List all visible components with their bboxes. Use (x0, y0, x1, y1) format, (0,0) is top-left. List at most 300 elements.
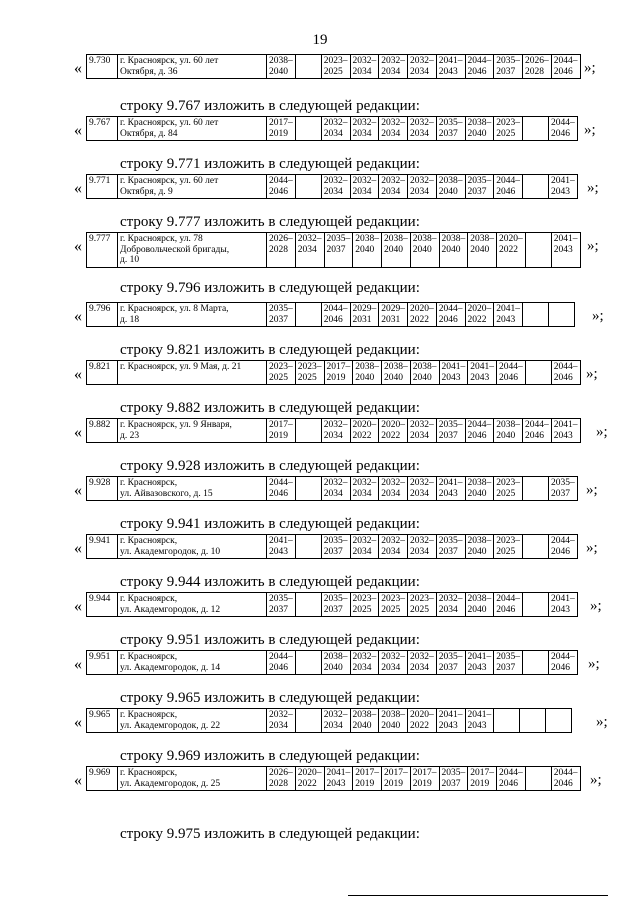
year-range-cell (549, 535, 578, 559)
year-end: 2037 (438, 662, 458, 673)
year-start: 2020– (410, 710, 434, 720)
year-end: 2037 (496, 66, 516, 77)
open-quote: « (74, 772, 82, 789)
address-cell (118, 477, 267, 501)
year-start: 2032– (297, 234, 322, 244)
year-end: 2046 (269, 662, 288, 673)
address-line: г. Красноярск, ул. 60 лет (120, 176, 219, 186)
table-row (87, 709, 572, 733)
year-range-cell (465, 117, 494, 141)
year-end: 2034 (323, 720, 343, 731)
year-end: 2037 (441, 778, 461, 789)
year-start: 2038– (355, 234, 379, 244)
row-number: 9.777 (87, 233, 118, 268)
year-start: 2044– (553, 362, 578, 372)
year-start: 2017– (384, 768, 408, 778)
record-table (86, 302, 575, 327)
year-start: 2038– (467, 536, 492, 546)
year-start: 2041– (470, 362, 494, 372)
year-end: 2022 (352, 430, 372, 441)
year-end: 2046 (551, 128, 570, 139)
year-start: 2044– (496, 594, 520, 604)
record-table (86, 650, 578, 675)
year-end: 2025 (496, 488, 516, 499)
year-end: 2034 (352, 186, 372, 197)
year-start: 2035– (438, 420, 463, 430)
year-end: 2019 (384, 778, 403, 789)
year-start: 2032– (381, 478, 405, 488)
year-range-cell (267, 303, 296, 327)
year-start: 2038– (441, 234, 466, 244)
year-range-cell (523, 175, 549, 199)
year-end: 2025 (410, 604, 429, 615)
year-range-cell (494, 593, 523, 617)
year-range-cell (439, 767, 468, 791)
year-range-cell (494, 303, 523, 327)
record-table (86, 534, 578, 559)
year-range-cell (267, 593, 296, 617)
year-end: 2040 (412, 244, 432, 255)
year-range-cell (321, 117, 350, 141)
year-start: 2041– (438, 710, 463, 720)
year-end: 2043 (438, 720, 458, 731)
year-start: 2017– (355, 768, 379, 778)
year-end (298, 431, 319, 442)
year-end: 2043 (438, 488, 458, 499)
year-start: 2032– (269, 710, 293, 720)
year-end: 2046 (553, 372, 573, 383)
year-range-cell (295, 477, 321, 501)
year-range-cell (382, 361, 411, 385)
year-range-cell (350, 55, 379, 79)
year-end: 2034 (352, 662, 372, 673)
year-end: 2019 (269, 128, 288, 139)
year-start: 2032– (410, 118, 434, 128)
year-start: 2038– (323, 652, 348, 662)
year-start: 2041– (269, 536, 293, 546)
year-end: 2034 (352, 488, 372, 499)
year-end: 2043 (553, 244, 573, 255)
year-end: 2025 (496, 546, 516, 557)
year-range-cell (436, 175, 465, 199)
year-range-cell (324, 233, 353, 268)
year-range-cell (321, 651, 350, 675)
year-range-cell (549, 303, 575, 327)
year-end: 2040 (467, 488, 487, 499)
close-quote: »; (586, 482, 598, 498)
year-start: 2032– (381, 652, 405, 662)
year-range-cell (321, 175, 350, 199)
year-end (548, 721, 569, 732)
year-end: 2019 (412, 778, 432, 789)
year-range-cell (321, 55, 350, 79)
year-end: 2040 (352, 720, 372, 731)
year-range-cell (408, 651, 437, 675)
year-range-cell (295, 419, 321, 443)
year-range-cell (410, 233, 439, 268)
year-end (528, 373, 549, 384)
year-range-cell (465, 593, 494, 617)
year-range-cell (525, 767, 551, 791)
close-quote: »; (586, 366, 598, 382)
year-end: 2034 (352, 128, 372, 139)
year-start: 2020– (381, 420, 405, 430)
address-cell (118, 233, 267, 268)
year-range-cell (551, 419, 580, 443)
year-range-cell (436, 593, 465, 617)
year-start: 2023– (496, 536, 520, 546)
year-start: 2035– (438, 536, 463, 546)
year-range-cell (350, 709, 379, 733)
year-range-cell (267, 767, 296, 791)
year-start: 2044– (551, 652, 575, 662)
year-range-cell (408, 175, 437, 199)
year-start: 2032– (323, 478, 348, 488)
year-start (525, 652, 546, 663)
year-range-cell (465, 651, 494, 675)
year-start: 2041– (553, 420, 578, 430)
open-quote: « (74, 424, 82, 441)
year-end: 2037 (269, 314, 288, 325)
year-start: 2017– (269, 420, 293, 430)
year-end (551, 315, 572, 326)
year-end (298, 315, 319, 326)
year-range-cell (379, 477, 408, 501)
year-start (298, 118, 319, 129)
year-end: 2040 (384, 372, 403, 383)
year-start: 2032– (410, 176, 434, 186)
open-quote: « (74, 540, 82, 557)
year-end: 2040 (441, 244, 461, 255)
year-start (525, 118, 546, 129)
year-range-cell (551, 233, 580, 268)
year-range-cell (321, 535, 350, 559)
address-line: г. Красноярск, (120, 652, 178, 662)
year-end: 2037 (467, 186, 487, 197)
table-row (87, 651, 578, 675)
bottom-rule (348, 895, 608, 896)
year-start: 2035– (438, 118, 463, 128)
year-range-cell (465, 477, 494, 501)
year-range-cell (494, 535, 523, 559)
address-line: г. Красноярск, (120, 710, 178, 720)
year-start (298, 652, 319, 663)
year-range-cell (267, 477, 296, 501)
year-range-cell (525, 361, 551, 385)
year-end: 2037 (323, 546, 343, 557)
year-range-cell (321, 419, 350, 443)
year-end: 2028 (269, 778, 288, 789)
year-range-cell (465, 709, 494, 733)
year-range-cell (494, 419, 523, 443)
year-range-cell (382, 767, 411, 791)
year-end: 2043 (553, 430, 573, 441)
year-end: 2040 (496, 430, 516, 441)
year-range-cell (497, 233, 526, 268)
year-start (528, 768, 549, 779)
year-start: 2038– (412, 362, 437, 372)
year-range-cell (267, 55, 296, 79)
year-start: 2020– (297, 768, 322, 778)
record-table (86, 232, 581, 268)
year-start: 2041– (467, 710, 492, 720)
close-quote: »; (590, 598, 602, 614)
row-number: 9.965 (87, 709, 118, 733)
year-range-cell (350, 175, 379, 199)
year-range-cell (520, 709, 546, 733)
year-start: 2038– (355, 362, 379, 372)
amendment-caption: строку 9.965 изложить в следующей редакции: (120, 690, 420, 706)
year-start: 2044– (269, 478, 293, 488)
year-start: 2041– (326, 768, 351, 778)
open-quote: « (74, 308, 82, 325)
year-end: 2040 (381, 720, 401, 731)
year-start: 2032– (352, 652, 377, 662)
close-quote: »; (596, 424, 608, 440)
year-range-cell (497, 361, 526, 385)
year-range-cell (295, 651, 321, 675)
year-start: 2026– (525, 56, 549, 66)
year-start (522, 710, 543, 721)
year-range-cell (408, 419, 437, 443)
open-quote: « (74, 598, 82, 615)
year-start: 2044– (467, 56, 492, 66)
year-start: 2020– (352, 420, 377, 430)
year-start: 2032– (352, 536, 377, 546)
year-start: 2017– (412, 768, 437, 778)
year-range-cell (523, 419, 552, 443)
year-start: 2038– (412, 234, 437, 244)
address-line: Октября, д. 36 (120, 66, 178, 77)
year-end: 2025 (269, 372, 288, 383)
year-end: 2043 (467, 720, 487, 731)
year-range-cell (549, 175, 578, 199)
year-start (525, 304, 546, 315)
amendment-caption: строку 9.951 изложить в следующей редакции: (120, 632, 420, 648)
address-cell (118, 709, 267, 733)
year-end (525, 663, 546, 674)
year-start (551, 304, 572, 315)
amendment-caption: строку 9.771 изложить в следующей редакции: (120, 156, 420, 172)
year-range-cell (436, 117, 465, 141)
year-end: 2025 (496, 128, 516, 139)
year-range-cell (379, 535, 408, 559)
year-end: 2022 (499, 244, 518, 255)
year-end (298, 605, 319, 616)
year-range-cell (350, 303, 379, 327)
year-range-cell (295, 361, 324, 385)
year-start: 2038– (470, 234, 494, 244)
amendment-caption: строку 9.767 изложить в следующей редакции: (120, 98, 420, 114)
year-range-cell (525, 233, 551, 268)
year-range-cell (267, 535, 296, 559)
year-end: 2037 (496, 662, 516, 673)
year-start: 2035– (438, 652, 463, 662)
year-start: 2044– (323, 304, 348, 314)
record-table (86, 116, 578, 141)
address-line: г. Красноярск, ул. 9 Января, (120, 420, 232, 430)
year-range-cell (497, 767, 526, 791)
year-end: 2034 (352, 66, 372, 77)
year-end: 2043 (470, 372, 490, 383)
year-start: 2035– (496, 56, 520, 66)
table-row (87, 233, 581, 268)
year-end: 2025 (352, 604, 372, 615)
year-range-cell (295, 709, 321, 733)
row-number: 9.821 (87, 361, 118, 385)
year-start (525, 536, 546, 547)
year-start: 2035– (323, 536, 348, 546)
year-end: 2037 (438, 430, 458, 441)
year-end: 2037 (326, 244, 346, 255)
year-end: 2046 (467, 430, 487, 441)
year-start (298, 304, 319, 315)
year-start: 2032– (352, 118, 377, 128)
year-end: 2025 (297, 372, 317, 383)
table-row (87, 477, 578, 501)
year-start: 2029– (352, 304, 377, 314)
address-line: г. Красноярск, ул. 9 Мая, д. 21 (120, 362, 242, 372)
open-quote: « (74, 482, 82, 499)
year-start: 2032– (410, 56, 434, 66)
year-end: 2022 (467, 314, 487, 325)
address-cell (118, 535, 267, 559)
close-quote: »; (586, 540, 598, 556)
year-end (298, 663, 319, 674)
address-line: Октября, д. 9 (120, 186, 173, 197)
year-range-cell (324, 361, 353, 385)
year-end: 2019 (269, 430, 288, 441)
year-end: 2040 (467, 604, 487, 615)
year-start (525, 176, 546, 187)
year-range-cell (321, 709, 350, 733)
year-start (298, 594, 319, 605)
year-range-cell (295, 117, 321, 141)
year-range-cell (465, 419, 494, 443)
year-end: 2046 (323, 314, 343, 325)
year-start: 2032– (323, 176, 348, 186)
year-start (548, 710, 569, 721)
amendment-caption: строку 9.882 изложить в следующей редакции: (120, 400, 420, 416)
table-row (87, 117, 578, 141)
year-start: 2044– (499, 768, 523, 778)
year-range-cell (523, 651, 549, 675)
row-number: 9.730 (87, 55, 118, 79)
year-range-cell (350, 593, 379, 617)
address-line: ул. Академгородок, д. 22 (120, 720, 221, 731)
year-end: 2046 (438, 314, 458, 325)
year-range-cell (321, 477, 350, 501)
year-end: 2046 (467, 66, 487, 77)
year-start: 2041– (441, 362, 466, 372)
row-number: 9.771 (87, 175, 118, 199)
close-quote: »; (584, 60, 596, 76)
address-line: г. Красноярск, (120, 478, 178, 488)
address-cell (118, 593, 267, 617)
year-range-cell (436, 535, 465, 559)
year-start: 2032– (323, 420, 348, 430)
year-range-cell (551, 361, 580, 385)
year-end: 2034 (381, 66, 401, 77)
year-end (525, 489, 546, 500)
year-end: 2046 (496, 604, 516, 615)
year-start: 2032– (323, 710, 348, 720)
year-range-cell (350, 651, 379, 675)
address-line: Октября, д. 84 (120, 128, 178, 139)
year-range-cell (267, 709, 296, 733)
year-start: 2032– (352, 176, 377, 186)
year-range-cell (267, 361, 296, 385)
year-range-cell (379, 55, 408, 79)
year-start: 2032– (381, 118, 405, 128)
row-number: 9.969 (87, 767, 118, 791)
year-end: 2037 (269, 604, 288, 615)
year-end: 2040 (470, 244, 490, 255)
year-range-cell (410, 767, 439, 791)
year-range-cell (523, 55, 552, 79)
year-end (298, 547, 319, 558)
year-start: 2032– (352, 478, 377, 488)
year-range-cell (350, 477, 379, 501)
year-end: 2040 (355, 244, 375, 255)
year-start: 2020– (410, 304, 434, 314)
year-start: 2032– (410, 536, 434, 546)
year-start (528, 234, 549, 245)
year-range-cell (321, 593, 350, 617)
address-line: г. Красноярск, ул. 60 лет (120, 56, 219, 66)
year-start: 2038– (496, 420, 520, 430)
year-start: 2041– (467, 652, 492, 662)
open-quote: « (74, 656, 82, 673)
record-table (86, 592, 578, 617)
year-end (496, 721, 517, 732)
year-start: 2020– (499, 234, 523, 244)
close-quote: »; (587, 238, 599, 254)
year-start: 2032– (352, 56, 377, 66)
year-start (528, 362, 549, 373)
year-end: 2037 (438, 128, 458, 139)
year-range-cell (436, 651, 465, 675)
year-start: 2035– (551, 478, 575, 488)
address-cell (118, 303, 267, 327)
year-start: 2041– (551, 176, 575, 186)
year-end: 2034 (323, 128, 343, 139)
year-end: 2019 (470, 778, 490, 789)
year-start: 2035– (467, 176, 492, 186)
year-end: 2034 (410, 430, 429, 441)
year-start: 2023– (496, 118, 520, 128)
year-end: 2043 (496, 314, 516, 325)
page-number: 19 (312, 32, 328, 48)
address-line: г. Красноярск, ул. 78 (120, 234, 203, 244)
year-range-cell (494, 175, 523, 199)
year-end (525, 605, 546, 616)
year-start: 2044– (269, 176, 293, 186)
year-start: 2023– (410, 594, 434, 604)
year-range-cell (379, 709, 408, 733)
year-range-cell (436, 477, 465, 501)
year-start (298, 56, 319, 67)
open-quote: « (74, 714, 82, 731)
amendment-caption: строку 9.944 изложить в следующей редакции: (120, 574, 420, 590)
year-start: 2038– (269, 56, 293, 66)
year-end: 2022 (410, 314, 429, 325)
year-range-cell (295, 767, 324, 791)
address-line: ул. Айвазовского, д. 15 (120, 488, 213, 499)
year-end (298, 721, 319, 732)
open-quote: « (74, 122, 82, 139)
year-range-cell (494, 477, 523, 501)
